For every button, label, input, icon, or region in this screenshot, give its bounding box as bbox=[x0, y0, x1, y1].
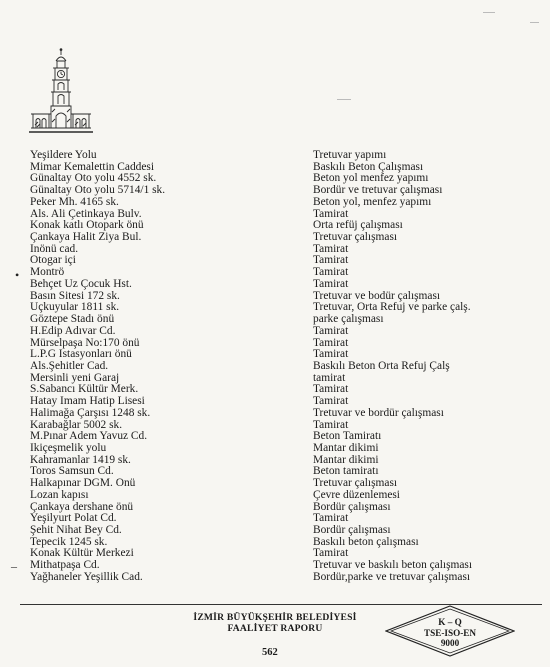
location-cell: Als. Ali Çetinkaya Bulv. bbox=[30, 208, 142, 220]
table-row bbox=[30, 455, 530, 467]
location-cell: İkiçeşmelik yolu bbox=[30, 442, 107, 454]
work-cell: Bordür çalışması bbox=[313, 501, 391, 513]
work-cell: Tamirat bbox=[313, 278, 349, 290]
table-row bbox=[30, 478, 530, 490]
location-cell: Halkapınar DGM. Önü bbox=[30, 478, 136, 490]
location-cell: Hatay İmam Hatip Lisesi bbox=[30, 396, 145, 408]
table-row bbox=[30, 537, 530, 549]
certification-line-1: K – Q bbox=[438, 617, 462, 627]
work-cell: tamirat bbox=[313, 372, 346, 384]
work-cell: Tretuvar, Orta Refuj ve parke çalş. bbox=[313, 302, 471, 314]
location-cell: Halimağa Çarşısı 1248 sk. bbox=[30, 407, 151, 419]
location-cell: Çankaya dershane önü bbox=[30, 501, 134, 513]
work-cell: Tamirat bbox=[313, 513, 349, 525]
work-cell: Tamirat bbox=[313, 396, 349, 408]
work-cell: Bordür çalışması bbox=[313, 525, 391, 536]
footer-title bbox=[170, 612, 380, 634]
table-row bbox=[30, 185, 530, 197]
table-row bbox=[30, 232, 530, 244]
location-cell: Lozan kapısı bbox=[30, 489, 89, 501]
table-row bbox=[30, 314, 530, 326]
work-cell: Tamirat bbox=[313, 337, 349, 349]
work-cell: parke çalışması bbox=[313, 314, 384, 326]
location-cell: Mürselpaşa No:170 önü bbox=[30, 337, 140, 349]
work-cell: Mantar dikimi bbox=[313, 454, 379, 466]
location-cell: Günaltay Oto yolu 4552 sk. bbox=[30, 173, 157, 185]
location-cell: Üçkuyular 1811 sk. bbox=[30, 302, 120, 314]
work-cell: Tretuvar ve bodür çalışması bbox=[313, 290, 441, 302]
table-row bbox=[30, 502, 530, 514]
work-cell: Bordür,parke ve tretuvar çalışması bbox=[313, 571, 471, 583]
location-cell: Mithatpaşa Cd. bbox=[30, 560, 100, 572]
location-cell: Yeşilyurt Polat Cd. bbox=[30, 513, 117, 525]
location-cell: Behçet Uz Çocuk Hst. bbox=[30, 278, 132, 290]
location-cell: Karabağlar 5002 sk. bbox=[30, 419, 123, 431]
work-cell: Beton tamiratı bbox=[313, 466, 379, 478]
table-row bbox=[30, 373, 530, 385]
table-row bbox=[30, 431, 530, 443]
table-row bbox=[30, 560, 530, 572]
certification-line-2: TSE-ISO-EN bbox=[423, 627, 477, 638]
table-row bbox=[30, 162, 530, 174]
location-cell: Konak katlı Otopark önü bbox=[30, 220, 144, 232]
table-row bbox=[30, 197, 530, 209]
work-cell: Bordür ve tretuvar çalışması bbox=[313, 185, 443, 197]
location-cell: Montrö bbox=[30, 267, 65, 279]
work-cell: Tamirat bbox=[313, 267, 349, 279]
location-cell: Günaltay Oto yolu 5714/1 sk. bbox=[30, 185, 166, 197]
table-row bbox=[30, 513, 530, 525]
location-cell: Kahramanlar 1419 sk. bbox=[30, 454, 131, 466]
scan-speck bbox=[530, 22, 539, 23]
dash-mark: – bbox=[11, 559, 17, 573]
work-cell: Tamirat bbox=[313, 208, 349, 220]
location-cell: Otogar içi bbox=[30, 255, 76, 267]
location-cell: Yeşildere Yolu bbox=[30, 150, 97, 161]
work-cell: Tamirat bbox=[313, 349, 349, 361]
work-cell: Baskılı beton çalışması bbox=[313, 536, 419, 548]
location-cell: Çankaya Halit Ziya Bul. bbox=[30, 232, 142, 244]
table-row bbox=[30, 349, 530, 361]
work-cell: Baskılı Beton Çalışması bbox=[313, 161, 424, 173]
table-row bbox=[30, 361, 530, 373]
location-cell: H.Edip Adıvar Cd. bbox=[30, 325, 116, 337]
location-cell: Konak Kültür Merkezi bbox=[30, 548, 134, 560]
table-row bbox=[30, 384, 530, 396]
certification-text bbox=[385, 617, 515, 649]
table-row bbox=[30, 466, 530, 478]
table-row bbox=[30, 408, 530, 420]
work-cell: Tamirat bbox=[313, 384, 349, 396]
table-row bbox=[30, 420, 530, 432]
scan-speck bbox=[483, 12, 495, 13]
clock-tower-icon bbox=[27, 48, 95, 136]
table-row bbox=[30, 255, 530, 267]
bullet-mark: • bbox=[15, 268, 20, 282]
location-cell: Göztepe Stadı önü bbox=[30, 314, 115, 326]
work-cell: Mantar dikimi bbox=[313, 442, 379, 454]
work-cell: Çevre düzenlemesi bbox=[313, 489, 400, 501]
work-cell: Tretuvar ve bordür çalışması bbox=[313, 407, 444, 419]
table-row bbox=[30, 548, 530, 560]
table-row bbox=[30, 279, 530, 291]
table-row bbox=[30, 302, 530, 314]
work-cell: Tretuvar ve baskılı beton çalışması bbox=[313, 560, 473, 572]
table-row bbox=[30, 209, 530, 221]
work-cell: Orta refüj çalışması bbox=[313, 220, 403, 232]
work-cell: Beton yol menfez yapımı bbox=[313, 173, 429, 185]
work-cell: Tretuvar çalışması bbox=[313, 478, 398, 490]
footer-line-1: İZMİR BÜYÜKŞEHİR BELEDİYESİ bbox=[193, 612, 357, 623]
page-number: 562 bbox=[262, 647, 278, 658]
location-cell: L.P.G İstasyonları önü bbox=[30, 349, 132, 361]
location-cell: Toros Samsun Cd. bbox=[30, 466, 114, 478]
location-cell: S.Sabancı Kültür Merk. bbox=[30, 384, 139, 396]
location-cell: M.Pınar Adem Yavuz Cd. bbox=[30, 431, 148, 443]
footer-line-2: FAALİYET RAPORU bbox=[227, 623, 323, 634]
location-cell: Şehit Nihat Bey Cd. bbox=[30, 525, 122, 536]
table-row bbox=[30, 150, 530, 162]
scan-speck bbox=[337, 99, 351, 100]
works-table bbox=[30, 150, 530, 584]
table-row bbox=[30, 244, 530, 256]
work-cell: Tamirat bbox=[313, 243, 349, 255]
certification-line-3: 9000 bbox=[440, 638, 460, 649]
table-row bbox=[30, 267, 530, 279]
location-cell: Tepecik 1245 sk. bbox=[30, 536, 108, 548]
location-cell: Yağhaneler Yeşillik Cad. bbox=[30, 571, 143, 583]
work-cell: Tamirat bbox=[313, 255, 349, 267]
work-cell: Beton yol, menfez yapımı bbox=[313, 196, 432, 208]
work-cell: Baskılı Beton Orta Refuj Çalş bbox=[313, 360, 450, 372]
location-cell: Als.Şehitler Cad. bbox=[30, 360, 109, 372]
work-cell: Tamirat bbox=[313, 548, 349, 560]
table-row bbox=[30, 443, 530, 455]
table-row bbox=[30, 525, 530, 537]
location-cell: Mersinli yeni Garaj bbox=[30, 372, 120, 384]
location-cell: Peker Mh. 4165 sk. bbox=[30, 196, 119, 208]
table-row bbox=[30, 572, 530, 584]
work-cell: Tretuvar çalışması bbox=[313, 232, 398, 244]
work-cell: Tretuvar yapımı bbox=[313, 150, 387, 161]
work-cell: Tamirat bbox=[313, 419, 349, 431]
location-cell: İnönü cad. bbox=[30, 243, 79, 255]
table-row bbox=[30, 173, 530, 185]
table-row bbox=[30, 396, 530, 408]
table-row bbox=[30, 220, 530, 232]
location-cell: Basın Sitesi 172 sk. bbox=[30, 290, 120, 302]
table-row bbox=[30, 490, 530, 502]
table-row bbox=[30, 291, 530, 303]
table-row bbox=[30, 338, 530, 350]
location-cell: Mimar Kemalettin Caddesi bbox=[30, 161, 155, 173]
work-cell: Beton Tamiratı bbox=[313, 431, 382, 443]
table-row bbox=[30, 326, 530, 338]
work-cell: Tamirat bbox=[313, 325, 349, 337]
